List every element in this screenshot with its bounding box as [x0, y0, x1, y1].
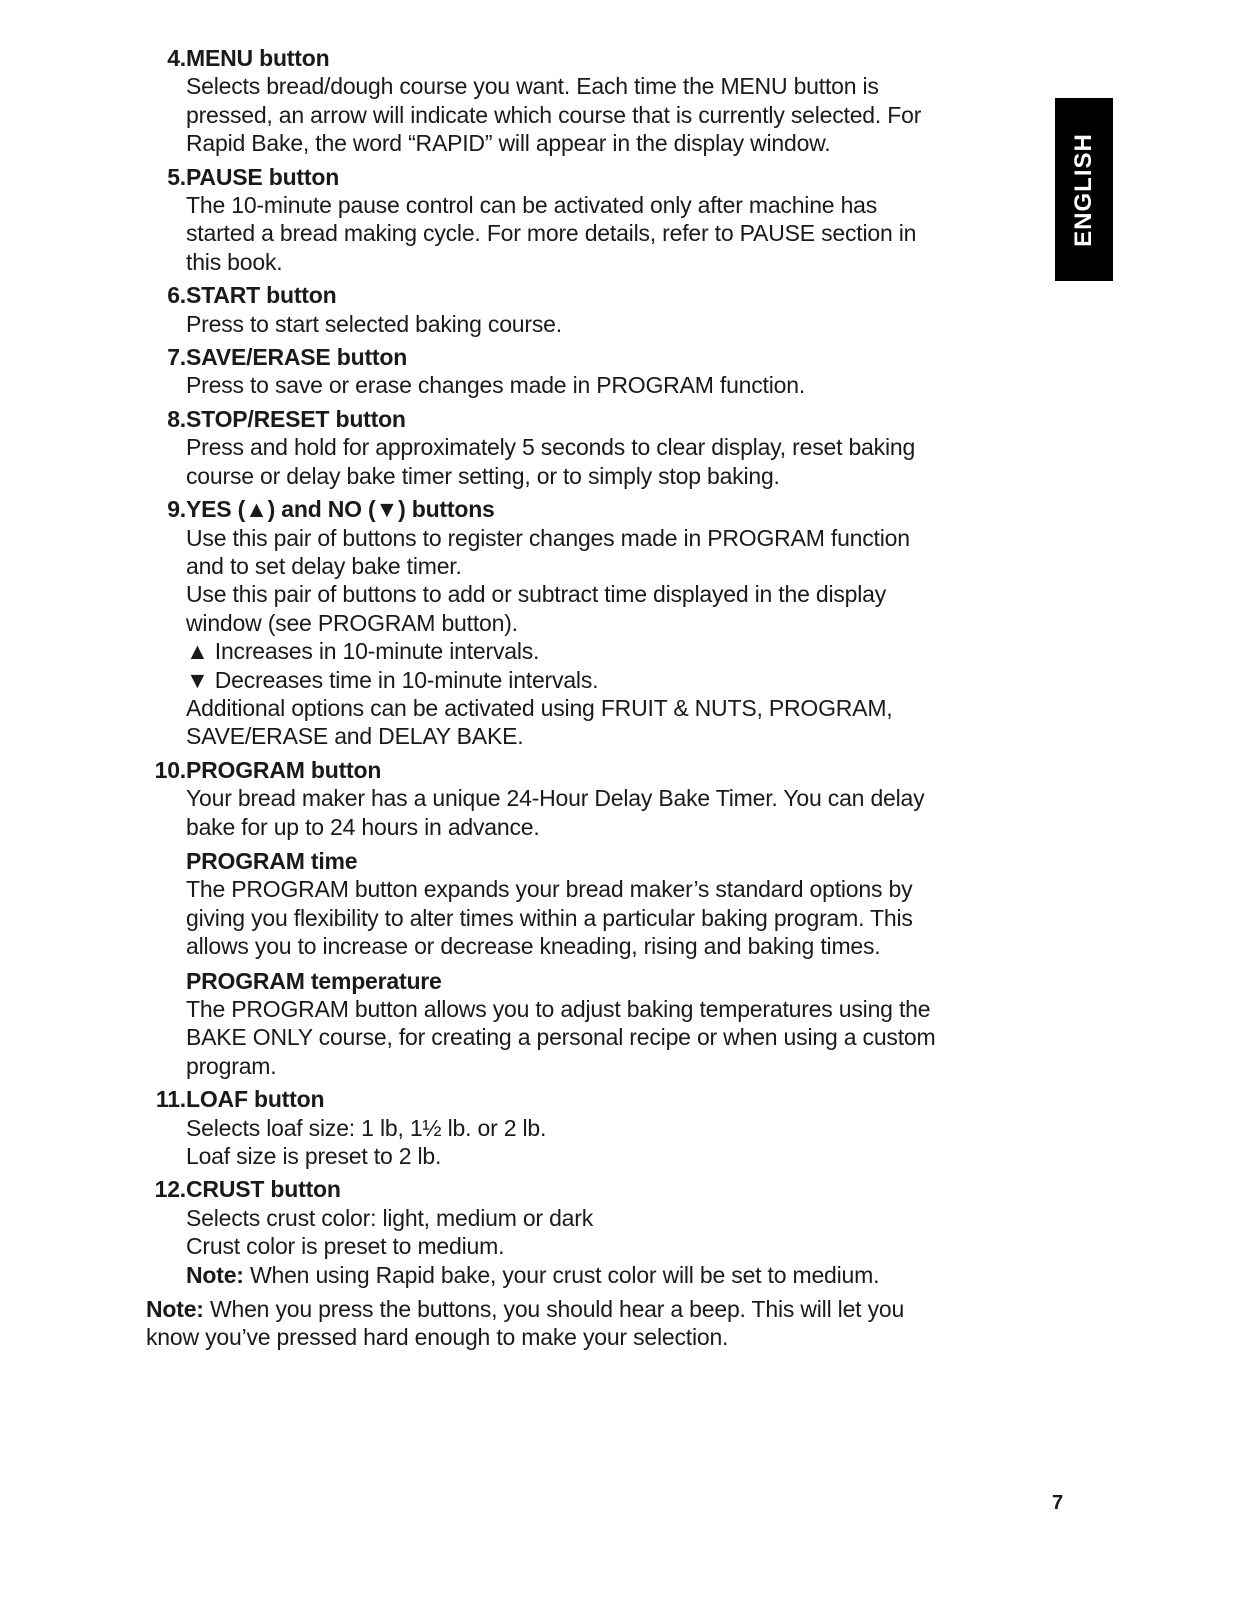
item-text-down-arrow: ▼ Decreases time in 10-minute intervals. — [186, 666, 599, 693]
item-text: Use this pair of buttons to register changes made in PROGRAM function — [186, 524, 910, 551]
subsection-program-time — [186, 847, 1036, 961]
page-number: 7 — [1052, 1492, 1064, 1514]
subsection-title: PROGRAM time — [186, 847, 358, 874]
item-loaf-button — [146, 1085, 1036, 1170]
item-menu-button — [146, 44, 1036, 158]
item-text: Selects crust color: light, medium or dark — [186, 1204, 594, 1231]
item-number: 5. — [167, 163, 186, 190]
subsection-text: The PROGRAM button allows you to adjust baking temperatures using the — [186, 996, 931, 1022]
note-text: know you’ve pressed hard enough to make your selection. — [146, 1324, 729, 1351]
item-text: started a bread making cycle. For more details, refer to PAUSE section in — [186, 220, 917, 247]
item-text: window (see PROGRAM button). — [186, 609, 518, 636]
item-title: MENU button — [186, 45, 330, 71]
item-save-erase-button — [146, 343, 1036, 400]
item-text: and to set delay bake timer. — [186, 552, 462, 579]
language-tab — [1055, 98, 1113, 281]
subsection-text: allows you to increase or decrease kneading, rising and baking times. — [186, 933, 881, 960]
item-text: Selects bread/dough course you want. Each time the MENU button is — [186, 73, 879, 100]
note-text: When you press the buttons, you should hear a beep. This will let you — [203, 1296, 905, 1323]
language-tab-label: ENGLISH — [1070, 132, 1097, 247]
item-text: Press to save or erase changes made in PROGRAM function. — [186, 372, 806, 399]
item-text: this book. — [186, 248, 283, 275]
subsection-title: PROGRAM temperature — [186, 967, 442, 994]
item-title: START button — [186, 282, 337, 309]
note-label: Note: — [186, 1261, 244, 1288]
item-number: 9. — [167, 496, 186, 523]
item-number: 11. — [155, 1086, 186, 1113]
footer-note — [146, 1295, 1036, 1352]
item-text: Crust color is preset to medium. — [186, 1233, 505, 1260]
item-note — [186, 1261, 1036, 1289]
item-text: Loaf size is preset to 2 lb. — [186, 1143, 442, 1170]
item-number: 8. — [167, 405, 186, 432]
item-text: Use this pair of buttons to add or subtract time displayed in the display — [186, 581, 887, 608]
item-text: The 10-minute pause control can be activated only after machine has — [186, 192, 878, 219]
subsection-text: giving you flexibility to alter times within a particular baking program. This — [186, 904, 913, 931]
item-title: STOP/RESET button — [186, 405, 406, 432]
note-label: Note: — [146, 1296, 204, 1323]
item-text: bake for up to 24 hours in advance. — [186, 813, 540, 840]
item-crust-button — [146, 1175, 1036, 1289]
item-text: Additional options can be activated using FRUIT & NUTS, PROGRAM, — [186, 694, 893, 721]
subsection-text: BAKE ONLY course, for creating a personal recipe or when using a custom — [186, 1024, 936, 1051]
item-title: SAVE/ERASE button — [186, 344, 408, 371]
item-text: Your bread maker has a unique 24-Hour Delay Bake Timer. You can delay — [186, 785, 925, 812]
subsection-text: program. — [186, 1052, 277, 1079]
item-number: 10. — [154, 756, 186, 783]
item-title: PROGRAM button — [186, 756, 382, 783]
item-text: Press and hold for approximately 5 seconds to clear display, reset baking — [186, 434, 916, 461]
note-text: When using Rapid bake, your crust color will be set to medium. — [243, 1261, 880, 1288]
item-number: 4. — [167, 45, 186, 71]
subsection-text: The PROGRAM button expands your bread maker’s standard options by — [186, 876, 913, 903]
item-start-button — [146, 281, 1036, 338]
item-text: Rapid Bake, the word “RAPID” will appear in the display window. — [186, 130, 831, 157]
item-title: YES (▲) and NO (▼) buttons — [186, 496, 495, 523]
item-title: CRUST button — [186, 1176, 341, 1203]
subsection-program-temperature — [186, 967, 1036, 1081]
item-text-up-arrow: ▲ Increases in 10-minute intervals. — [186, 638, 540, 665]
item-text: pressed, an arrow will indicate which course that is currently selected. For — [186, 101, 922, 128]
button-descriptions — [146, 44, 1036, 1352]
item-yes-no-buttons — [146, 495, 1036, 751]
item-number: 7. — [167, 344, 186, 371]
item-text: course or delay bake timer setting, or to simply stop baking. — [186, 462, 780, 489]
item-pause-button — [146, 163, 1036, 277]
item-title: PAUSE button — [186, 163, 340, 190]
item-stop-reset-button — [146, 405, 1036, 490]
item-text: Press to start selected baking course. — [186, 310, 562, 337]
item-number: 6. — [167, 282, 186, 309]
item-text: Selects loaf size: 1 lb, 1½ lb. or 2 lb. — [186, 1114, 547, 1141]
item-number: 12. — [154, 1176, 186, 1203]
item-program-button — [146, 756, 1036, 1080]
item-text: SAVE/ERASE and DELAY BAKE. — [186, 723, 524, 750]
item-title: LOAF button — [186, 1086, 325, 1113]
